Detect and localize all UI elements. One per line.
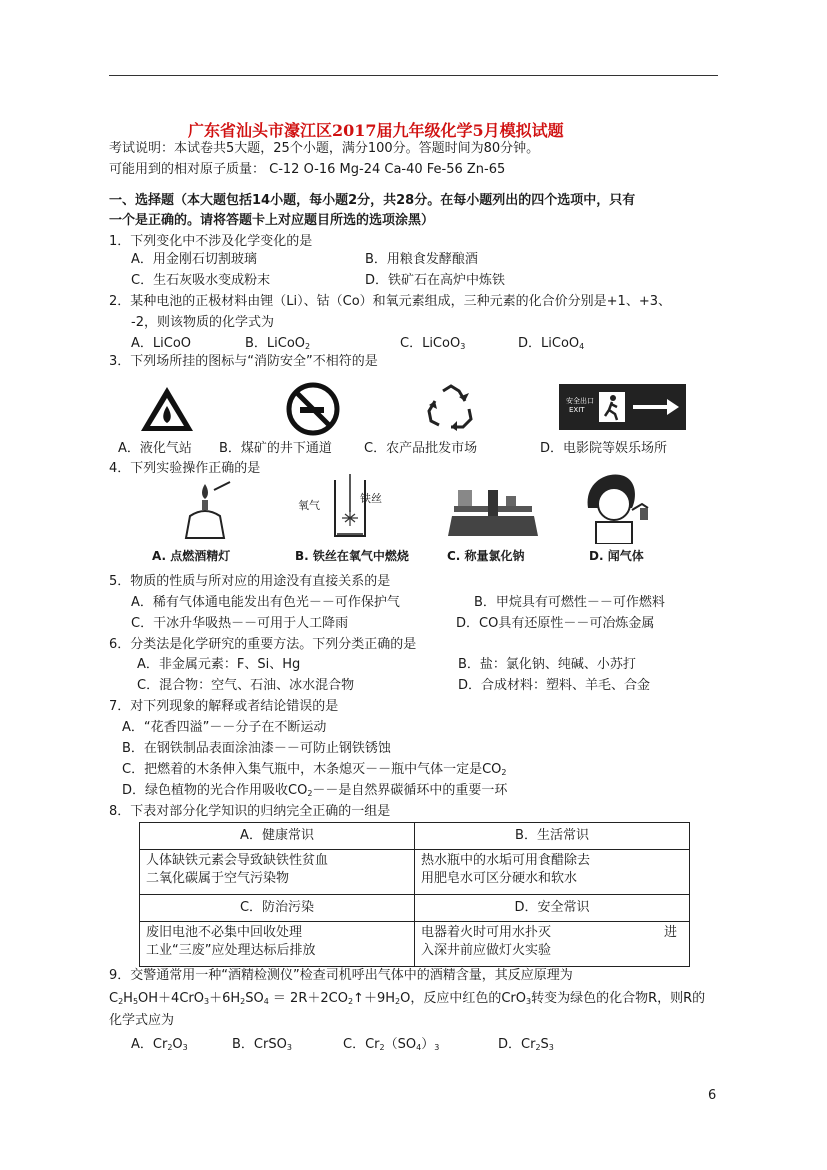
q8-stem: 8．下表对部分化学知识的归纳完全正确的一组是 <box>109 804 391 819</box>
exam-info: 考试说明：本试卷共5大题，25个小题，满分100分。答题时间为80分钟。 <box>109 141 540 156</box>
q3-option-c: C．农产品批发市场 <box>364 441 478 456</box>
q2-option-c: C．LiCoO$_3$ <box>400 336 466 351</box>
q4-option-a: A. 点燃酒精灯 <box>152 549 231 563</box>
q9-option-b: B．CrSO$_3$ <box>232 1037 292 1052</box>
q9-stem: 9．交警通常用一种“酒精检测仪”检查司机呼出气体中的酒精含量，其反应原理为 <box>109 968 573 983</box>
table-cell-b: 热水瓶中的水垢可用食醋除去 用肥皂水可区分硬水和软水 <box>415 850 690 895</box>
q1-option-d: D．铁矿石在高炉中炼铁 <box>365 273 506 288</box>
q6-option-a: A．非金属元素：F、Si、Hg <box>137 657 301 672</box>
q3-stem: 3．下列场所挂的图标与“消防安全”不相符的是 <box>109 354 378 369</box>
q7-option-b: B．在钢铁制品表面涂油漆－－可防止钢铁锈蚀 <box>122 741 391 756</box>
table-header-c: C．防治污染 <box>140 895 415 922</box>
q4-stem: 4．下列实验操作正确的是 <box>109 461 261 476</box>
no-smoking-sign-icon <box>286 382 340 436</box>
running-man-arrow-icon <box>597 390 681 424</box>
q5-stem: 5．物质的性质与所对应的用途没有直接关系的是 <box>109 574 391 589</box>
table-cell-c: 废旧电池不必集中回收处理 工业“三废”应处理达标后排放 <box>140 922 415 967</box>
header-rule <box>109 75 718 76</box>
q5-option-c: C．干冰升华吸热－－可用于人工降雨 <box>131 616 349 631</box>
q3-option-a: A．液化气站 <box>118 441 192 456</box>
q6-stem: 6．分类法是化学研究的重要方法。下列分类正确的是 <box>109 637 417 652</box>
exit-sign-en: EXIT <box>569 406 585 414</box>
q6-option-b: B．盐：氯化钠、纯碱、小苏打 <box>458 657 636 672</box>
q2-option-d: D．LiCoO$_4$ <box>518 336 585 351</box>
q3-option-d: D．电影院等娱乐场所 <box>540 441 668 456</box>
q5-option-a: A．稀有气体通电能发出有色光－－可作保护气 <box>131 595 400 610</box>
q2-stem: 2．某种电池的正极材料由锂（Li）、钴（Co）和氧元素组成，三种元素的化合价分别是+1、+3、 <box>109 294 671 309</box>
table-cell-d: 电器着火时可用水扑灭 进 入深井前应做灯火实验 <box>415 922 690 967</box>
q7-option-c: C．把燃着的木条伸入集气瓶中，木条熄灭－－瓶中气体一定是$CO_2$ <box>122 762 507 777</box>
section-heading: 一、选择题（本大题包括14小题，每小题2分，共28分。在每小题列出的四个选项中，只有 <box>109 193 636 208</box>
knowledge-table <box>139 822 690 967</box>
q5-option-b: B．甲烷具有可燃性－－可作燃料 <box>474 595 665 610</box>
q3-option-b: B．煤矿的井下通道 <box>219 441 332 456</box>
q7-option-d: D．绿色植物的光合作用吸收$CO_2--$是自然界碳循环中的重要一环 <box>122 783 508 798</box>
label-oxygen: 氧气 <box>298 499 320 512</box>
page-title: 广东省汕头市濠江区2017届九年级化学5月模拟试题 <box>188 121 564 140</box>
q7-stem: 7．对下列现象的解释或者结论错误的是 <box>109 699 339 714</box>
table-header-b: B．生活常识 <box>415 823 690 850</box>
table-cell-a: 人体缺铁元素会导致缺铁性贫血 二氧化碳属于空气污染物 <box>140 850 415 895</box>
atomic-masses: 可能用到的相对原子质量： C-12 O-16 Mg-24 Ca-40 Fe-56 Zn-65 <box>109 162 506 177</box>
q1-stem: 1．下列变化中不涉及化学变化的是 <box>109 234 313 249</box>
q9-stem-cont: 化学式应为 <box>109 1013 175 1028</box>
label-iron-wire: 铁丝 <box>360 492 382 505</box>
q9-option-a: A．$Cr_2O_3$ <box>131 1037 188 1052</box>
q9-option-d: D．$Cr_2S_3$ <box>498 1037 554 1052</box>
table-header-a: A．健康常识 <box>140 823 415 850</box>
q1-option-c: C．生石灰吸水变成粉末 <box>131 273 271 288</box>
balance-scale-icon <box>440 476 546 542</box>
table-header-d: D．安全常识 <box>415 895 690 922</box>
alcohol-lamp-icon <box>170 480 240 540</box>
q4-option-c: C. 称量氯化钠 <box>447 549 525 563</box>
q5-option-d: D．CO具有还原性－－可冶炼金属 <box>456 616 655 631</box>
q6-option-c: C．混合物：空气、石油、冰水混合物 <box>137 678 355 693</box>
page-number: 6 <box>708 1088 717 1103</box>
q9-option-c: C．$Cr_2(SO_4)_3$ <box>343 1037 440 1052</box>
q2-option-a: A．LiCoO <box>131 336 192 351</box>
q9-equation: $C_2H_5OH+4CrO_3+6H_2SO_4$ ＝ $2R+2CO_2↑+9H_2O$，反应中红色的CrO$_3$转变为绿色的化合物R，则R的 <box>109 991 706 1006</box>
q7-option-a: A．“花香四溢”－－分子在不断运动 <box>122 720 327 735</box>
recycle-sign-icon <box>425 383 477 433</box>
q2-stem-cont: -2，则该物质的化学式为 <box>131 315 274 330</box>
q6-option-d: D．合成材料：塑料、羊毛、合金 <box>458 678 651 693</box>
smelling-gas-girl-icon <box>578 468 656 544</box>
exit-sign-text: 安全出口 <box>566 397 594 405</box>
q4-option-d: D. 闻气体 <box>589 549 644 563</box>
q1-option-b: B．用粮食发酵酿酒 <box>365 252 478 267</box>
section-heading-cont: 一个是正确的。请将答题卡上对应题目所选的选项涂黑） <box>109 213 435 228</box>
fire-warning-sign-icon <box>138 384 196 434</box>
q1-option-a: A．用金刚石切割玻璃 <box>131 252 257 267</box>
q4-option-b: B. 铁丝在氧气中燃烧 <box>295 549 409 563</box>
exit-sign-icon <box>559 384 686 430</box>
q2-option-b: B．LiCoO$_2$ <box>245 336 311 351</box>
